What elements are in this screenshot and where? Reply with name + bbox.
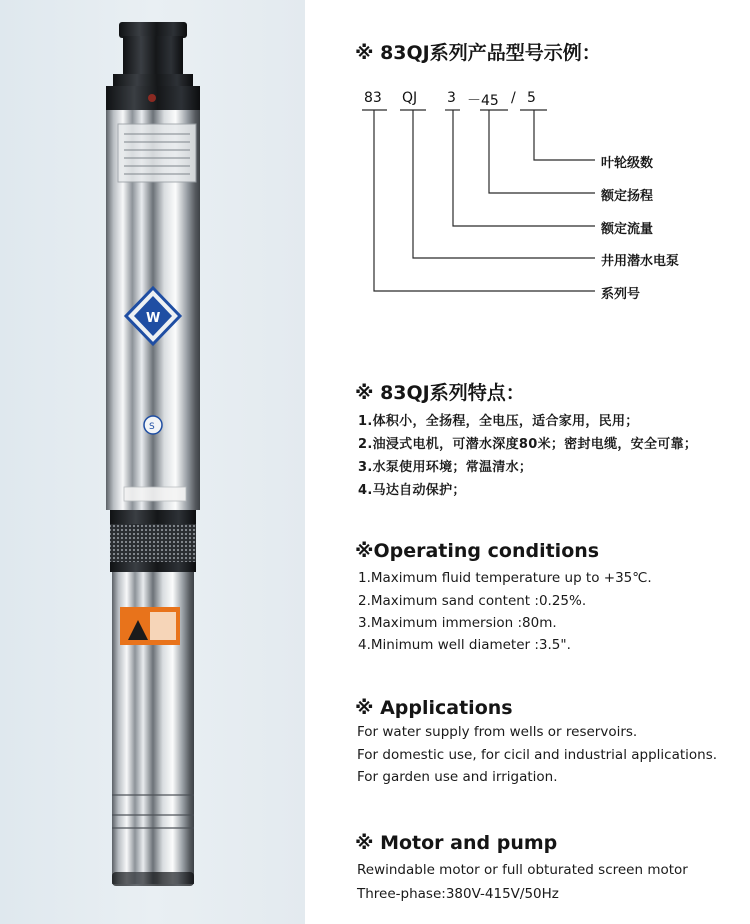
application-item: For domestic use, for cicil and industrial applications. xyxy=(357,747,718,763)
applications-title: ※ Applications xyxy=(355,697,513,719)
label-rated-head: 额定扬程 xyxy=(601,189,654,204)
operating-item: 1.Maximum fluid temperature up to +35℃. xyxy=(358,570,652,586)
code-83: 83 xyxy=(364,90,382,106)
application-item: For garden use and irrigation. xyxy=(357,769,558,785)
label-well-pump: 井用潜水电泵 xyxy=(601,254,680,269)
code-slash: / xyxy=(511,90,516,106)
operating-item: 2.Maximum sand content :0.25%. xyxy=(358,593,587,609)
operating-conditions-title: ※Operating conditions xyxy=(355,540,600,562)
operating-item: 3.Maximum immersion :80m. xyxy=(358,615,557,631)
model-example-title: ※ 83QJ系列产品型号示例： xyxy=(355,42,601,64)
svg-text:S: S xyxy=(149,422,155,432)
feature-item: 4.马达自动保护； xyxy=(358,483,466,498)
motor-pump-title: ※ Motor and pump xyxy=(355,832,558,854)
motor-item: Rewindable motor or full obturated screen motor xyxy=(357,862,688,878)
code-head: －45 xyxy=(467,93,499,109)
label-impeller-stages: 叶轮级数 xyxy=(601,156,654,171)
code-qj: QJ xyxy=(402,90,418,106)
feature-item: 2.油浸式电机，可潜水深度80米；密封电缆，安全可靠； xyxy=(358,437,698,452)
operating-item: 4.Minimum well diameter :3.5". xyxy=(358,637,571,653)
feature-item: 1.体积小，全扬程，全电压，适合家用，民用； xyxy=(358,414,639,429)
motor-item: Three-phase:380V-415V/50Hz xyxy=(357,886,559,902)
features-title: ※ 83QJ系列特点： xyxy=(355,382,525,404)
feature-item: 3.水泵使用环境；常温清水； xyxy=(358,460,533,475)
code-stages: 5 xyxy=(527,90,536,106)
code-flow: 3 xyxy=(447,90,456,106)
label-series-number: 系列号 xyxy=(601,287,641,302)
svg-text:W: W xyxy=(146,311,161,326)
label-rated-flow: 额定流量 xyxy=(601,222,654,237)
application-item: For water supply from wells or reservoirs. xyxy=(357,724,638,740)
